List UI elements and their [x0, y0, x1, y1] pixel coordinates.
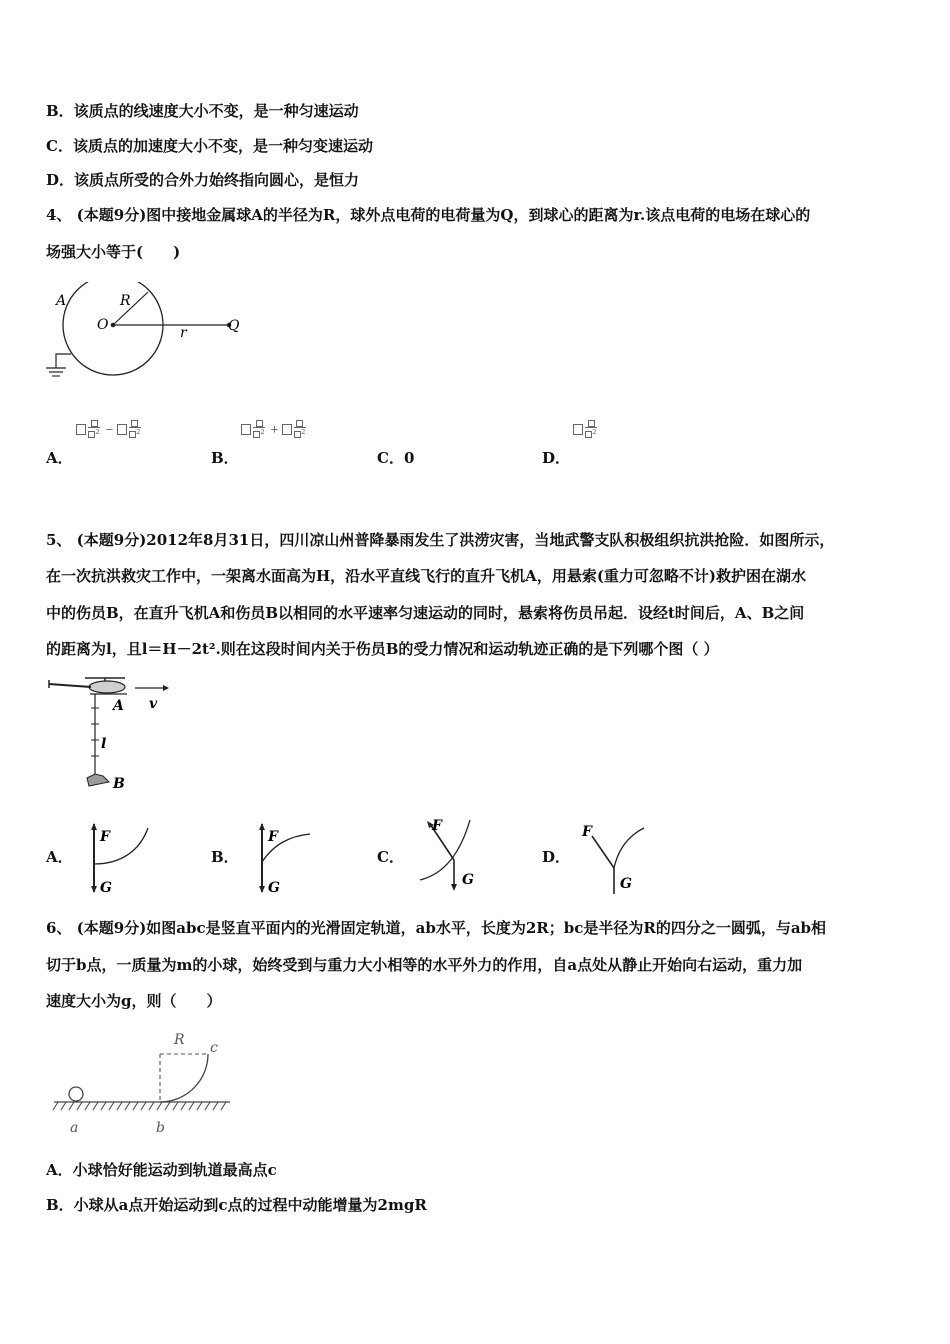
force-label-G: G [462, 872, 474, 888]
q3-option-c: C．该质点的加速度大小不变，是一种匀变速运动 [46, 137, 373, 155]
fig-label-c: c [210, 1040, 218, 1056]
q5-option-c: C． [377, 848, 404, 866]
q5-figure-c [410, 814, 490, 896]
fig-label-R: R [120, 293, 131, 309]
q4-formula-d: 2 [573, 420, 599, 440]
force-label-G: G [620, 876, 632, 892]
helicopter-rescue-figure [45, 672, 175, 797]
q4-stem-line1: 4、 (本题9分)图中接地金属球A的半径为R，球外点电荷的电荷量为Q，到球心的距离为r.该点电荷的电场在球心的 [46, 206, 811, 224]
q4-formula-b: $^2$ + $^2$ [241, 420, 308, 440]
q5-figure-a [82, 820, 162, 898]
q5-figure-b [250, 820, 330, 898]
q6-stem-line3: 速度大小为g，则（ ） [46, 992, 222, 1010]
q6-option-b: B．小球从a点开始运动到c点的过程中动能增量为2mgR [46, 1196, 427, 1214]
fig-label-r: r [180, 325, 187, 341]
force-label-F: F [100, 829, 110, 845]
q3-option-b: B．该质点的线速度大小不变，是一种匀速运动 [46, 102, 359, 120]
fig-label-l: l [101, 736, 107, 752]
fig-label-A: A [113, 698, 124, 714]
q4-stem-line2: 场强大小等于( ) [46, 243, 181, 261]
fig-label-a: a [70, 1120, 79, 1136]
q6-stem-line2: 切于b点，一质量为m的小球，始终受到与重力大小相等的水平外力的作用，自a点处从静止开始向右运动，重力加 [46, 956, 803, 974]
force-label-G: G [100, 880, 112, 896]
fig-label-O: O [97, 317, 109, 333]
q4-option-d: D． [542, 449, 571, 467]
fig-label-A: A [56, 293, 67, 309]
q5-option-a: A． [46, 848, 73, 866]
q6-option-a: A．小球恰好能运动到轨道最高点c [46, 1161, 277, 1179]
q5-option-b: B． [211, 848, 239, 866]
fig-label-R: R [174, 1032, 185, 1048]
grounded-sphere-figure [40, 282, 250, 382]
q5-figure-d [578, 820, 658, 898]
track-abc-figure [50, 1024, 240, 1139]
q4-option-a: A． [46, 449, 73, 467]
force-label-G: G [268, 880, 280, 896]
q5-stem-line4: 的距离为l，且l＝H－2t².则在这段时间内关于伤员B的受力情况和运动轨迹正确的是下列哪个图（ ） [46, 640, 719, 658]
q5-stem-line1: 5、 (本题9分)2012年8月31日，四川凉山州普降暴雨发生了洪涝灾害，当地武警支队积极组织抗洪抢险．如图所示， [46, 531, 835, 549]
fig-label-b: b [156, 1120, 165, 1136]
q5-stem-line3: 中的伤员B，在直升飞机A和伤员B以相同的水平速率匀速运动的同时，悬索将伤员吊起．设经t时间后，A、B之间 [46, 604, 805, 622]
force-label-F: F [432, 818, 442, 834]
q5-stem-line2: 在一次抗洪救灾工作中，一架离水面高为H，沿水平直线飞行的直升飞机A，用悬索(重力可忽略不计)救护困在湖水 [46, 567, 807, 585]
fig-label-B: B [113, 776, 125, 792]
force-label-F: F [582, 824, 592, 840]
q6-stem-line1: 6、 (本题9分)如图abc是竖直平面内的光滑固定轨道，ab水平，长度为2R；bc是半径为R的四分之一圆弧，与ab相 [46, 919, 827, 937]
force-label-F: F [268, 829, 278, 845]
q4-option-b: B． [211, 449, 239, 467]
fig-label-v: v [149, 696, 158, 712]
q4-formula-a: $^2$ − $^2$ [76, 420, 143, 440]
q4-option-c: C．0 [377, 449, 415, 467]
q5-option-d: D． [542, 848, 571, 866]
fig-label-Q: Q [228, 318, 240, 334]
q3-option-d: D．该质点所受的合外力始终指向圆心，是恒力 [46, 171, 360, 189]
